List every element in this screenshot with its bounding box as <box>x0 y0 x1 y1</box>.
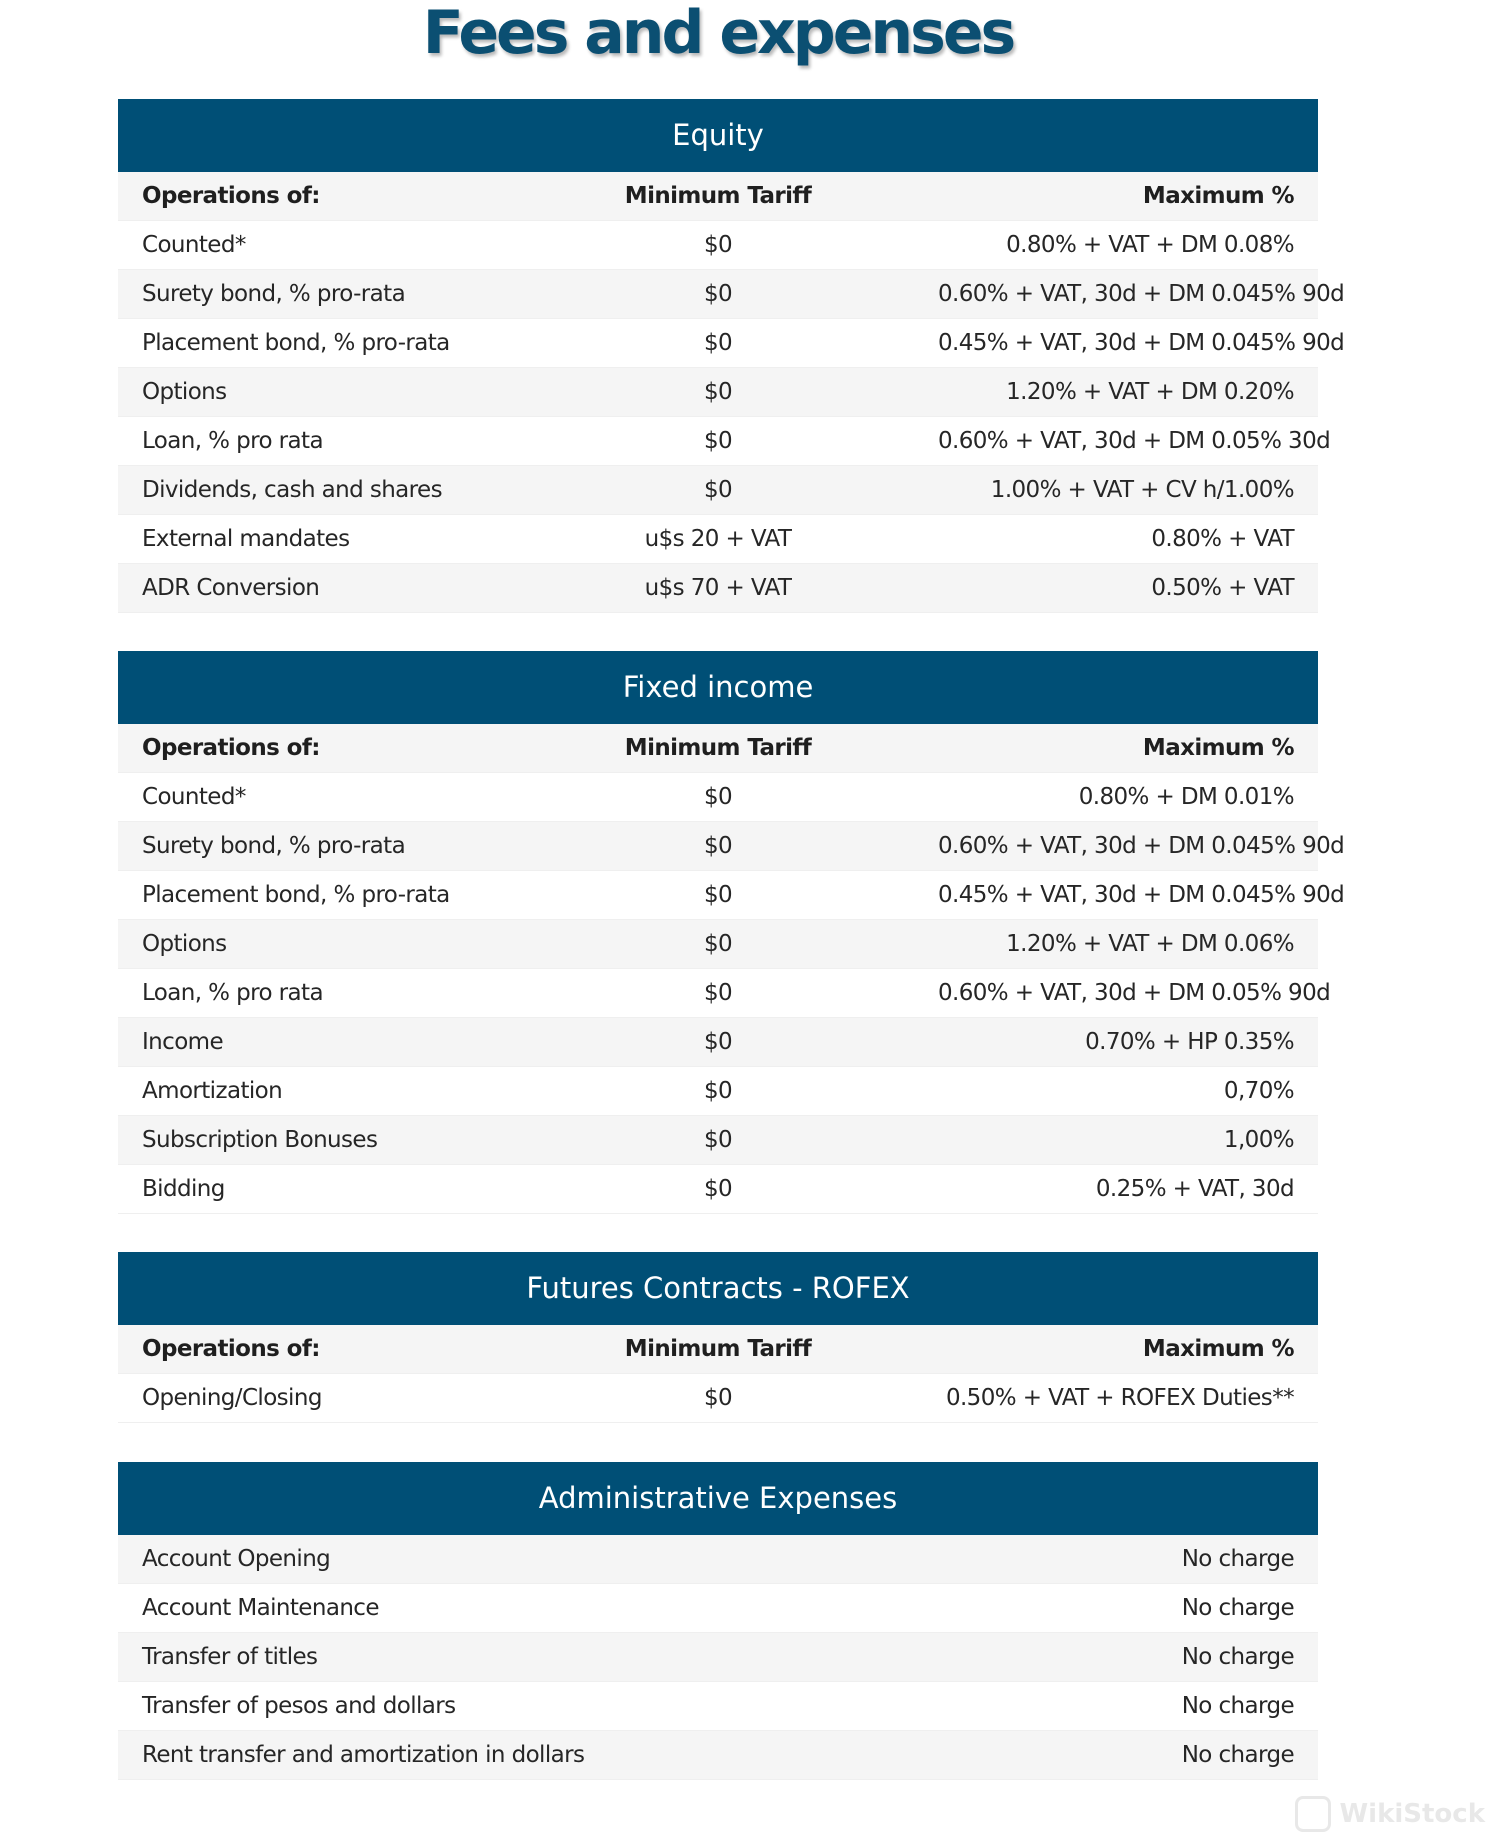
row-maximum: 0.60% + VAT, 30d + DM 0.05% 90d <box>938 980 1331 1006</box>
table-row <box>118 822 1345 871</box>
row-maximum: 0.80% + VAT <box>1151 526 1294 552</box>
table-row <box>118 1633 1318 1682</box>
row-minimum: $0 <box>703 931 733 957</box>
equity-table <box>118 99 1345 613</box>
row-maximum: 0.60% + VAT, 30d + DM 0.05% 30d <box>938 428 1331 454</box>
table-row <box>118 871 1345 920</box>
row-maximum: 0.45% + VAT, 30d + DM 0.045% 90d <box>938 330 1345 356</box>
row-operation: Amortization <box>142 1078 283 1104</box>
watermark <box>1295 1796 1485 1832</box>
row-operation: Dividends, cash and shares <box>142 477 442 503</box>
row-minimum: $0 <box>703 882 733 908</box>
table-row <box>118 773 1318 822</box>
row-minimum: $0 <box>703 980 733 1006</box>
row-maximum: 1.20% + VAT + DM 0.06% <box>1006 931 1294 957</box>
row-maximum: 0.70% + HP 0.35% <box>1085 1029 1294 1055</box>
row-maximum: 0.45% + VAT, 30d + DM 0.045% 90d <box>938 882 1345 908</box>
row-operation: Counted* <box>142 232 246 258</box>
row-operation: ADR Conversion <box>142 575 320 601</box>
row-operation: Subscription Bonuses <box>142 1127 378 1153</box>
row-operation: Income <box>142 1029 224 1055</box>
row-minimum: $0 <box>703 232 733 258</box>
row-operation: Options <box>142 931 227 957</box>
column-header-minimum: Minimum Tariff <box>624 183 812 209</box>
row-value: No charge <box>1181 1595 1294 1621</box>
row-minimum: $0 <box>703 379 733 405</box>
row-operation: Placement bond, % pro-rata <box>142 330 450 356</box>
row-operation: Surety bond, % pro-rata <box>142 281 406 307</box>
table-row <box>118 466 1318 515</box>
column-header-operations: Operations of: <box>142 183 320 209</box>
row-minimum: $0 <box>703 330 733 356</box>
table-row <box>118 1018 1318 1067</box>
row-label: Transfer of pesos and dollars <box>142 1693 456 1719</box>
table-row <box>118 270 1345 319</box>
futures-header: Futures Contracts - ROFEX <box>118 1252 1318 1325</box>
column-header-maximum: Maximum % <box>1142 183 1294 209</box>
row-operation: External mandates <box>142 526 350 552</box>
futures-table <box>118 1252 1318 1423</box>
row-minimum: $0 <box>703 833 733 859</box>
table-row <box>118 1584 1318 1633</box>
row-value: No charge <box>1181 1693 1294 1719</box>
table-row <box>118 221 1318 270</box>
row-operation: Loan, % pro rata <box>142 428 323 454</box>
row-minimum: $0 <box>703 1078 733 1104</box>
table-row <box>118 515 1318 564</box>
table-row <box>118 1731 1318 1780</box>
row-maximum: 0.80% + VAT + DM 0.08% <box>1006 232 1294 258</box>
row-minimum: $0 <box>703 1385 733 1411</box>
equity-header: Equity <box>118 99 1318 172</box>
row-minimum: $0 <box>703 281 733 307</box>
row-minimum: $0 <box>703 784 733 810</box>
admin-expenses-table <box>118 1462 1318 1780</box>
row-value: No charge <box>1181 1742 1294 1768</box>
row-maximum: 1.20% + VAT + DM 0.20% <box>1006 379 1294 405</box>
row-value: No charge <box>1181 1644 1294 1670</box>
row-operation: Loan, % pro rata <box>142 980 323 1006</box>
row-minimum: $0 <box>703 1029 733 1055</box>
table-row <box>118 1165 1318 1214</box>
table-row <box>118 564 1318 613</box>
row-minimum: u$s 20 + VAT <box>644 526 792 552</box>
row-minimum: $0 <box>703 477 733 503</box>
row-label: Account Opening <box>142 1546 331 1572</box>
row-operation: Bidding <box>142 1176 225 1202</box>
row-operation: Placement bond, % pro-rata <box>142 882 450 908</box>
row-maximum: 0.50% + VAT <box>1151 575 1294 601</box>
watermark-text: WikiStock <box>1339 1799 1485 1829</box>
column-header-operations: Operations of: <box>142 1336 320 1362</box>
row-maximum: 1.00% + VAT + CV h/1.00% <box>990 477 1294 503</box>
table-row <box>118 368 1318 417</box>
row-minimum: $0 <box>703 1176 733 1202</box>
column-header-operations: Operations of: <box>142 735 320 761</box>
table-row <box>118 920 1318 969</box>
column-header-minimum: Minimum Tariff <box>624 735 812 761</box>
table-row <box>118 417 1331 466</box>
admin-expenses-header: Administrative Expenses <box>118 1462 1318 1535</box>
fixed-income-header: Fixed income <box>118 651 1318 724</box>
row-label: Account Maintenance <box>142 1595 379 1621</box>
column-header-maximum: Maximum % <box>1142 735 1294 761</box>
row-value: No charge <box>1181 1546 1294 1572</box>
table-row <box>118 1682 1318 1731</box>
column-header-maximum: Maximum % <box>1142 1336 1294 1362</box>
table-row <box>118 969 1331 1018</box>
wikistock-logo-icon <box>1295 1796 1331 1832</box>
row-operation: Opening/Closing <box>142 1385 322 1411</box>
equity-column-headers <box>118 172 1318 221</box>
fixed-income-column-headers <box>118 724 1318 773</box>
row-maximum: 0,70% <box>1223 1078 1294 1104</box>
row-minimum: $0 <box>703 428 733 454</box>
row-operation: Counted* <box>142 784 246 810</box>
row-maximum: 0.60% + VAT, 30d + DM 0.045% 90d <box>938 833 1345 859</box>
futures-column-headers <box>118 1325 1318 1374</box>
row-operation: Options <box>142 379 227 405</box>
table-row <box>118 319 1345 368</box>
column-header-minimum: Minimum Tariff <box>624 1336 812 1362</box>
row-operation: Surety bond, % pro-rata <box>142 833 406 859</box>
fixed-income-table <box>118 651 1345 1214</box>
row-minimum: u$s 70 + VAT <box>644 575 792 601</box>
row-minimum: $0 <box>703 1127 733 1153</box>
row-label: Transfer of titles <box>142 1644 318 1670</box>
row-maximum: 0.60% + VAT, 30d + DM 0.045% 90d <box>938 281 1345 307</box>
row-maximum: 0.80% + DM 0.01% <box>1078 784 1294 810</box>
row-maximum: 0.25% + VAT, 30d <box>1095 1176 1294 1202</box>
row-maximum: 0.50% + VAT + ROFEX Duties** <box>945 1385 1294 1411</box>
row-maximum: 1,00% <box>1223 1127 1294 1153</box>
table-row <box>118 1067 1318 1116</box>
row-label: Rent transfer and amortization in dollars <box>142 1742 585 1768</box>
page-title: Fees and expenses <box>422 0 1014 68</box>
table-row <box>118 1535 1318 1584</box>
table-row <box>118 1116 1318 1165</box>
table-row <box>118 1374 1318 1423</box>
